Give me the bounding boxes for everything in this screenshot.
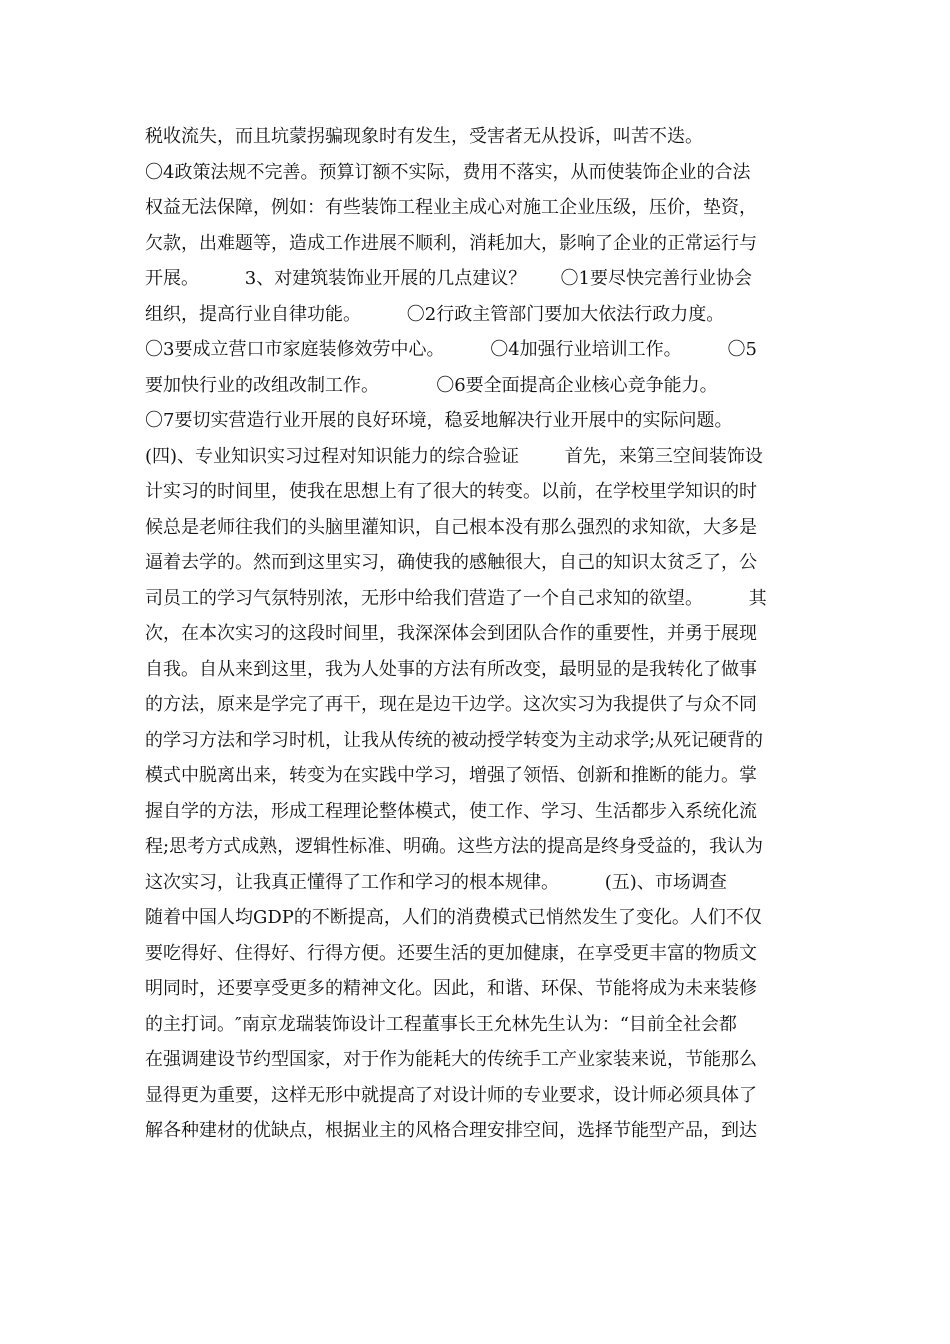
- text-line: (四)、专业知识实习过程对知识能力的综合验证 首先，来第三空间装饰设: [145, 445, 763, 467]
- text-line: 计实习的时间里，使我在思想上有了很大的转变。以前，在学校里学知识的时: [145, 481, 757, 502]
- text-line: 随着中国人均GDP的不断提高，人们的消费模式已悄然发生了变化。人们不仅: [145, 907, 762, 928]
- text-line: 这次实习，让我真正懂得了工作和学习的根本规律。 (五)、市场调查: [145, 871, 727, 893]
- text-line: 〇3要成立营口市家庭装修效劳中心。 〇4加强行业培训工作。 〇5: [145, 339, 757, 360]
- text-line: 权益无法保障，例如：有些装饰工程业主成心对施工企业压级，压价，垫资，: [145, 197, 757, 218]
- text-line: 〇7要切实营造行业开展的良好环境，稳妥地解决行业开展中的实际问题。: [145, 410, 733, 431]
- text-line: 税收流失，而且坑蒙拐骗现象时有发生，受害者无从投诉，叫苦不迭。: [145, 126, 703, 147]
- text-line: 要吃得好、住得好、行得方便。还要生活的更加健康，在享受更丰富的物质文: [145, 942, 757, 964]
- text-line: 开展。 3、对建筑装饰业开展的几点建议？ 〇1要尽快完善行业协会: [145, 268, 753, 289]
- text-line: 程;思考方式成熟，逻辑性标准、明确。这些方法的提高是终身受益的，我认为: [145, 836, 764, 857]
- text-line: 〇4政策法规不完善。预算订额不实际，费用不落实，从而使装饰企业的合法: [145, 161, 751, 183]
- text-line: 自我。自从来到这里，我为人处事的方法有所改变，最明显的是我转化了做事: [145, 658, 757, 680]
- text-line: 欠款，出难题等，造成工作进展不顺利，消耗加大，影响了企业的正常运行与: [145, 232, 757, 254]
- text-line: 在强调建设节约型国家，对于作为能耗大的传统手工产业家装来说，节能那么: [145, 1049, 757, 1070]
- text-line: 的主打词。″南京龙瑞装饰设计工程董事长王允林先生认为：“目前全社会都: [145, 1013, 737, 1035]
- text-line: 司员工的学习气氛特别浓，无形中给我们营造了一个自己求知的欲望。 其: [145, 587, 767, 609]
- text-line: 逼着去学的。然而到这里实习，确使我的感触很大，自己的知识太贫乏了，公: [145, 552, 757, 573]
- body-text: [145, 119, 810, 1149]
- text-line: 的学习方法和学习时机，让我从传统的被动授学转变为主动求学;从死记硬背的: [145, 729, 764, 751]
- text-line: 明同时，还要享受更多的精神文化。因此，和谐、环保、节能将成为未来装修: [145, 978, 757, 999]
- text-line: 显得更为重要，这样无形中就提高了对设计师的专业要求，设计师必须具体了: [145, 1084, 757, 1106]
- text-line: 次，在本次实习的这段时间里，我深深体会到团队合作的重要性，并勇于展现: [145, 623, 757, 644]
- text-line: 解各种建材的优缺点，根据业主的风格合理安排空间，选择节能型产品，到达: [145, 1120, 757, 1141]
- text-line: 要加快行业的改组改制工作。 〇6要全面提高企业核心竞争能力。: [145, 374, 718, 396]
- text-line: 候总是老师往我们的头脑里灌知识，自己根本没有那么强烈的求知欲，大多是: [145, 516, 757, 538]
- text-line: 组织，提高行业自律功能。 〇2行政主管部门要加大依法行政力度。: [145, 303, 725, 325]
- text-line: 模式中脱离出来，转变为在实践中学习，增强了领悟、创新和推断的能力。掌: [145, 765, 757, 786]
- text-line: 握自学的方法，形成工程理论整体模式，使工作、学习、生活都步入系统化流: [145, 800, 757, 822]
- text-line: 的方法，原来是学完了再干，现在是边干边学。这次实习为我提供了与众不同: [145, 694, 757, 715]
